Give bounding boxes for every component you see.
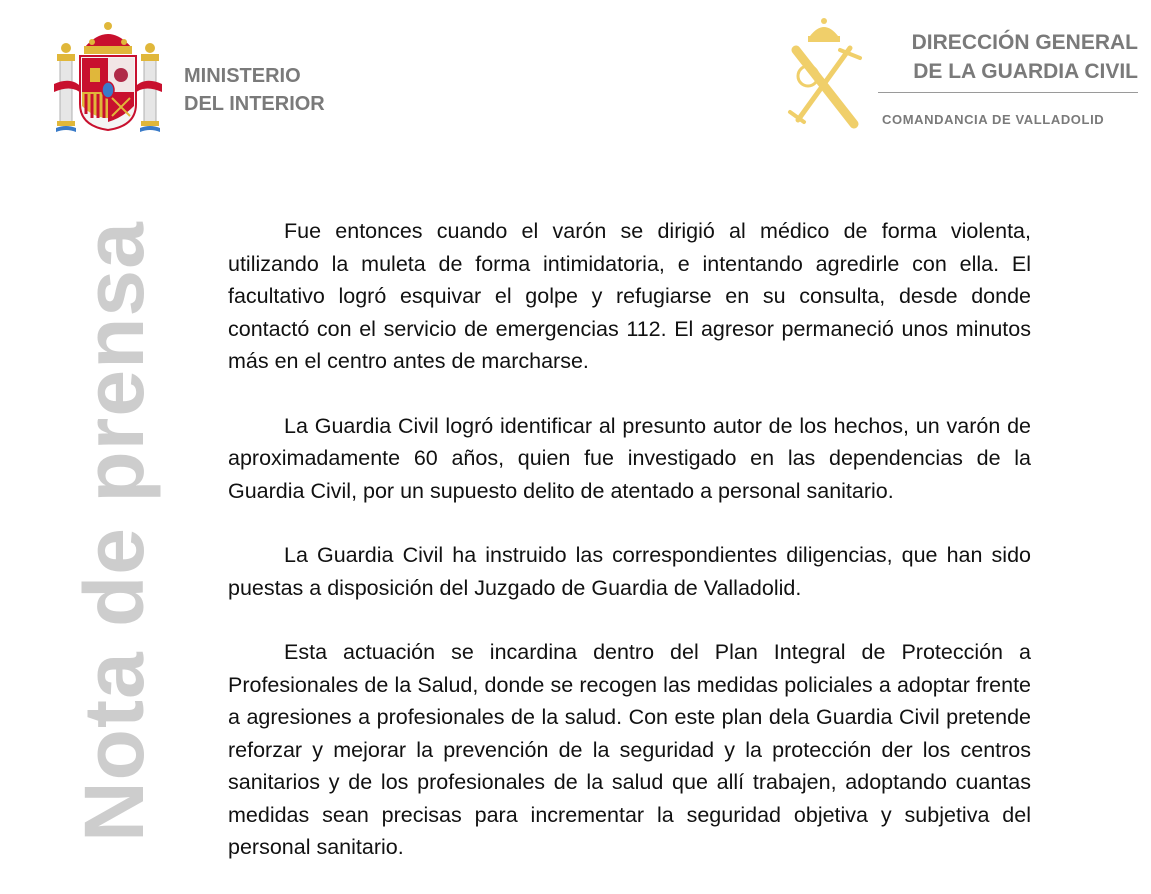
header-divider — [878, 92, 1138, 93]
gc-title-line-2: DE LA GUARDIA CIVIL — [913, 60, 1138, 83]
crossed-sword-and-fasces-icon — [790, 48, 860, 124]
paragraph: La Guardia Civil logró identificar al presunto autor de los hechos, un varón de aproximadamente 60 años, quien fue investigado en las dependencias de la Guardia Civil, por un supuesto delito de atentado a personal sanitario. — [228, 413, 1031, 503]
crown-icon — [808, 18, 840, 42]
press-release-body — [228, 215, 1031, 864]
press-release-side-label: Nota de prensa — [67, 221, 161, 842]
paragraph: Esta actuación se incardina dentro del Plan Integral de Protección a Profesionales de la Salud, donde se recogen las medidas policiales a adoptar frente a agresiones a profesionales de la salud. Con este plan dela Guardia Civil pretende reforzar y mejorar la prevención de la seguridad y la protección der los centros sanitarios y de los profesionales de la salud que allí trabajen, adoptando cuantas medidas sean precisas para incrementar la seguridad objetiva y subjetiva del personal sanitario. — [228, 640, 1031, 859]
ministry-line-1: MINISTERIO — [184, 65, 301, 87]
guardia-civil-emblem-logo — [784, 16, 864, 130]
ministry-name — [184, 62, 325, 118]
spain-coat-of-arms-logo — [52, 18, 164, 136]
paragraph: La Guardia Civil ha instruido las correspondientes diligencias, que han sido puestas a disposición del Juzgado de Guardia de Valladolid. — [228, 543, 1031, 600]
command-subtitle: COMANDANCIA DE VALLADOLID — [882, 112, 1105, 127]
gc-title-line-1: DIRECCIÓN GENERAL — [911, 31, 1138, 54]
guardia-civil-title — [912, 28, 1138, 86]
royal-crown-icon — [84, 22, 132, 54]
shield-icon — [80, 56, 136, 130]
ministry-line-2: DEL INTERIOR — [184, 93, 325, 115]
paragraph: Fue entonces cuando el varón se dirigió al médico de forma violenta, utilizando la muleta de forma intimidatoria, e intentando agredirle con ella. El facultativo logró esquivar el golpe y refugiarse en su consulta, desde donde contactó con el servicio de emergencias 112. El agresor permaneció unos minutos más en el centro antes de marcharse. — [228, 219, 1031, 373]
